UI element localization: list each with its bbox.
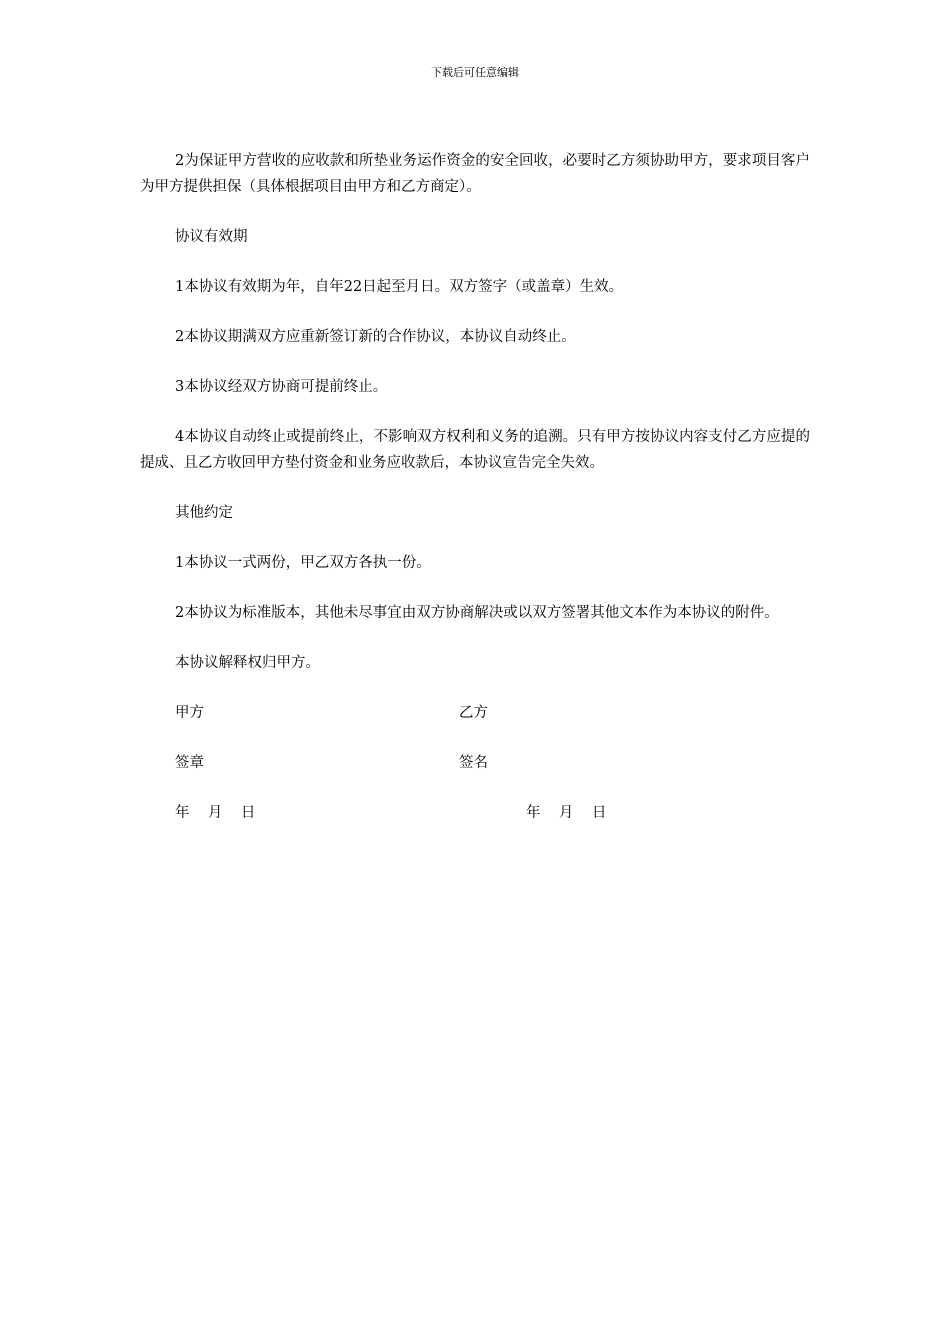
party-a-label: 甲方 <box>175 705 204 721</box>
section-heading-other: 其他约定 <box>175 505 233 521</box>
clause-guarantee: 2为保证甲方营收的应收款和所垫业务运作资金的安全回收，必要时乙方须协助甲方，要求项目客户为甲方提供担保（具体根据项目由甲方和乙方商定）。 <box>140 153 810 195</box>
signature-date-row <box>140 800 810 826</box>
date-a-label: 年 月 日 <box>175 805 256 821</box>
party-b-label: 乙方 <box>459 705 488 721</box>
section-heading-validity: 协议有效期 <box>175 229 248 245</box>
document-body <box>140 148 810 850</box>
clause-other-1: 1本协议一式两份，甲乙双方各执一份。 <box>175 555 431 571</box>
clause-interpretation: 本协议解释权归甲方。 <box>175 655 320 671</box>
date-b-label: 年 月 日 <box>526 805 607 821</box>
clause-validity-2: 2本协议期满双方应重新签订新的合作协议，本协议自动终止。 <box>175 329 576 345</box>
page-header: 下载后可任意编辑 <box>431 66 519 79</box>
sign-label: 签名 <box>459 755 488 771</box>
clause-validity-3: 3本协议经双方协商可提前终止。 <box>175 379 388 395</box>
signature-parties-row <box>140 700 810 726</box>
clause-validity-4: 4本协议自动终止或提前终止，不影响双方权利和义务的追溯。只有甲方按协议内容支付乙方应提的提成、且乙方收回甲方垫付资金和业务应收款后，本协议宣告完全失效。 <box>140 429 810 471</box>
clause-validity-1: 1本协议有效期为年，自年22日起至月日。双方签字（或盖章）生效。 <box>175 279 624 295</box>
signature-seal-row <box>140 750 810 776</box>
clause-other-2: 2本协议为标准版本，其他未尽事宜由双方协商解决或以双方签署其他文本作为本协议的附件。 <box>175 605 779 621</box>
seal-label: 签章 <box>175 755 204 771</box>
